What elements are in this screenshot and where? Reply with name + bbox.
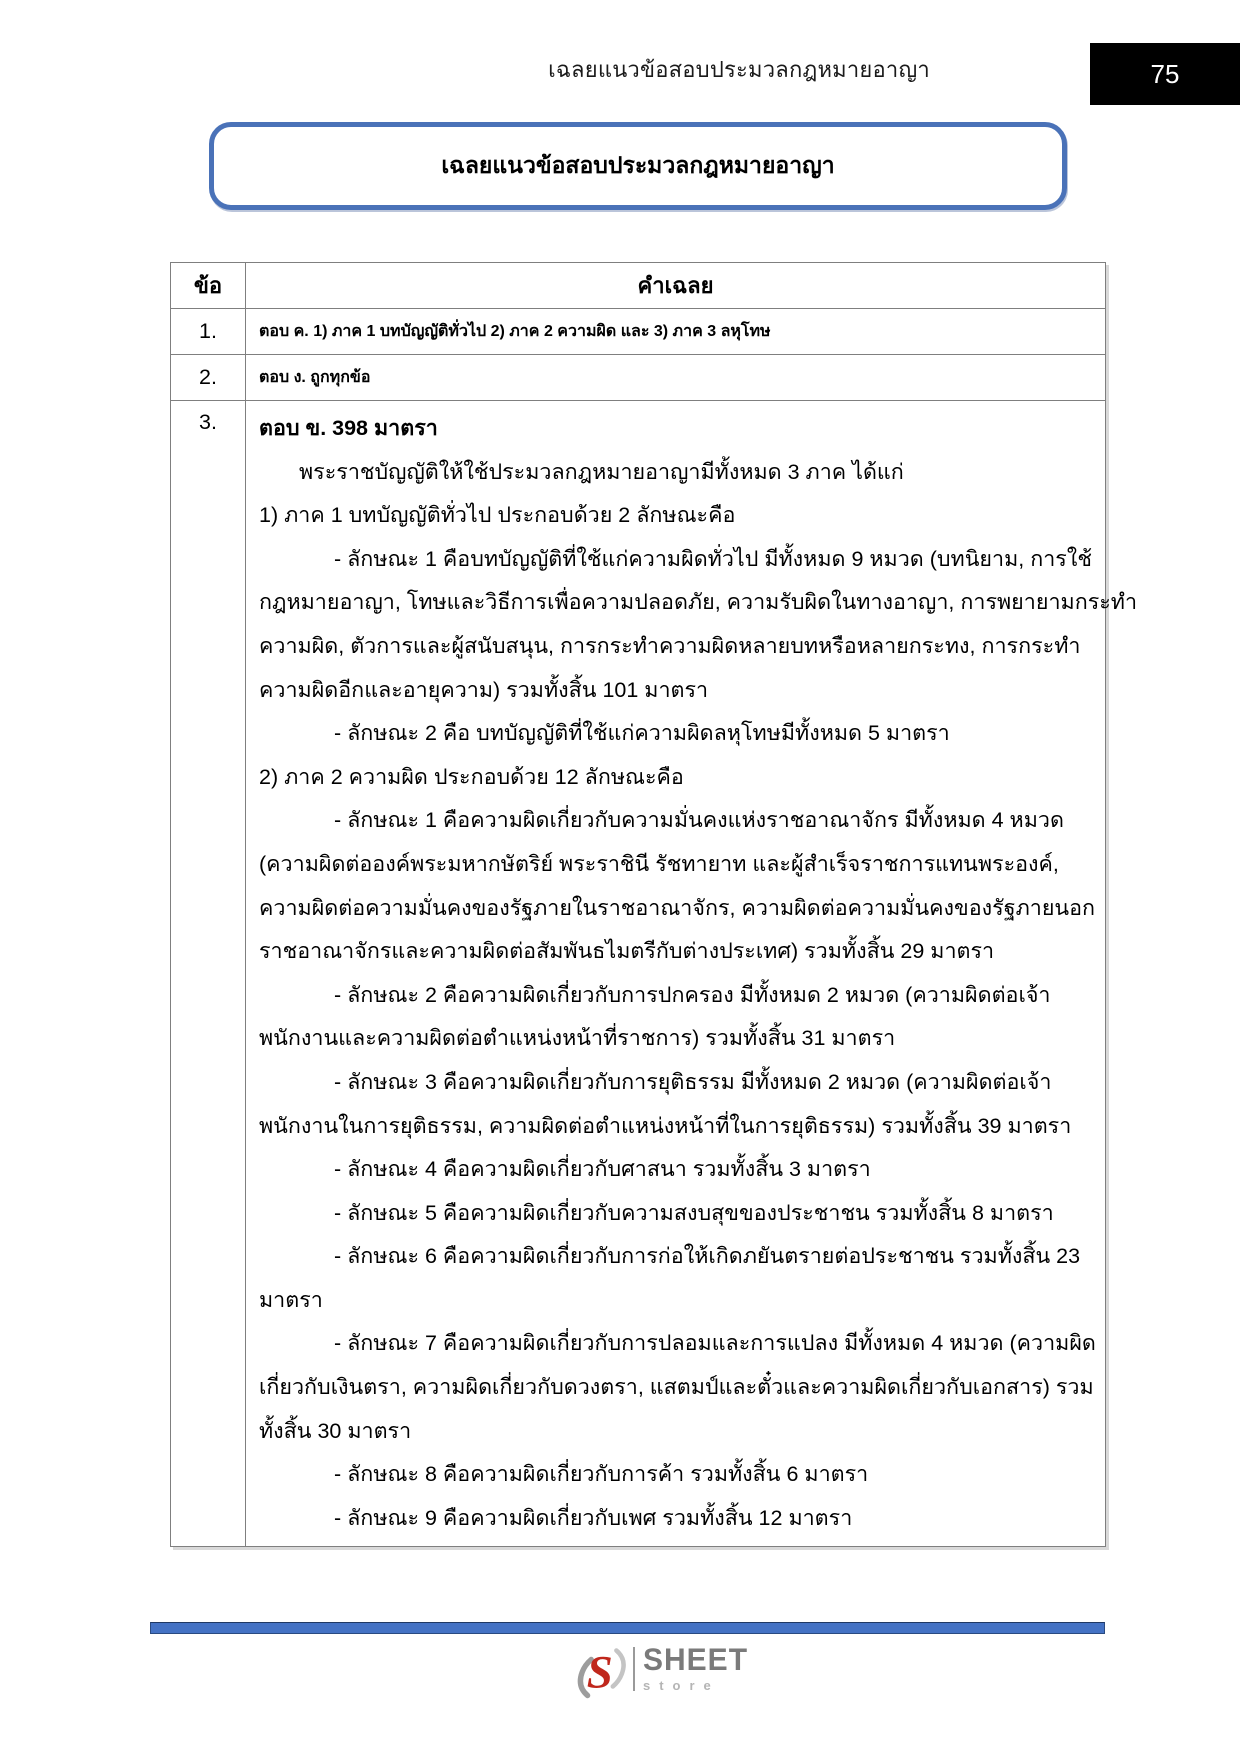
publisher-logo: [575, 1642, 749, 1705]
answer-text-line: กฎหมายอาญา, โทษและวิธีการเพื่อความปลอดภัย, ความรับผิดในทางอาญา, การพยายามกระทำ: [259, 590, 1138, 615]
answer-text-line: - ลักษณะ 2 คือความผิดเกี่ยวกับการปกครอง มีทั้งหมด 2 หมวด (ความผิดต่อเจ้า: [334, 982, 1051, 1007]
answer-text-line: พนักงานในการยุติธรรม, ความผิดต่อตำแหน่งหน้าที่ในการยุติธรรม) รวมทั้งสิ้น 39 มาตรา: [259, 1113, 1072, 1138]
answer-text-line: - ลักษณะ 4 คือความผิดเกี่ยวกับศาสนา รวมทั้งสิ้น 3 มาตรา: [334, 1157, 871, 1182]
answer-lead-line: ตอบ ข. 398 มาตรา: [259, 416, 438, 440]
answer-text-line: - ลักษณะ 2 คือ บทบัญญัติที่ใช้แก่ความผิดลหุโทษมีทั้งหมด 5 มาตรา: [334, 721, 950, 746]
answer-text-line: ความผิดต่อความมั่นคงของรัฐภายในราชอาณาจักร, ความผิดต่อความมั่นคงของรัฐภายนอก: [259, 895, 1096, 920]
answer-text-line: พระราชบัญญัติให้ใช้ประมวลกฎหมายอาญามีทั้งหมด 3 ภาค ได้แก่: [299, 459, 904, 484]
logo-subtitle: store: [643, 1678, 720, 1693]
logo-name: SHEET: [643, 1642, 749, 1678]
answer-text-line: - ลักษณะ 5 คือความผิดเกี่ยวกับความสงบสุขของประชาชน รวมทั้งสิ้น 8 มาตรา: [334, 1200, 1054, 1225]
answer-text-line: (ความผิดต่อองค์พระมหากษัตริย์ พระราชินี รัชทายาท และผู้สำเร็จราชการแทนพระองค์,: [259, 851, 1059, 876]
row-answer: [246, 401, 1151, 1546]
table-row: [171, 309, 1105, 355]
page-number-badge: [1090, 43, 1240, 105]
sheet-store-logo-icon: [575, 1645, 629, 1701]
answer-text-line: - ลักษณะ 3 คือความผิดเกี่ยวกับการยุติธรรม มีทั้งหมด 2 หมวด (ความผิดต่อเจ้า: [334, 1069, 1052, 1094]
answer-text-line: เกี่ยวกับเงินตรา, ความผิดเกี่ยวกับดวงตรา, แสตมป์และตั๋วและความผิดเกี่ยวกับเอกสาร) รวม: [259, 1375, 1094, 1400]
row-number: 3.: [171, 401, 246, 1546]
answer-text-line: มาตรา: [259, 1287, 323, 1312]
row-answer: ตอบ ง. ถูกทุกข้อ: [259, 369, 371, 386]
table-header-row: [171, 263, 1105, 309]
answer-text-line: - ลักษณะ 6 คือความผิดเกี่ยวกับการก่อให้เกิดภยันตรายต่อประชาชน รวมทั้งสิ้น 23: [334, 1244, 1081, 1269]
page-number: 75: [1150, 58, 1180, 89]
answer-text-line: - ลักษณะ 1 คือความผิดเกี่ยวกับความมั่นคงแห่งราชอาณาจักร มีทั้งหมด 4 หมวด: [334, 808, 1064, 833]
table-row: [171, 355, 1105, 401]
answer-text-line: - ลักษณะ 9 คือความผิดเกี่ยวกับเพศ รวมทั้งสิ้น 12 มาตรา: [334, 1505, 853, 1530]
answer-text-line: - ลักษณะ 8 คือความผิดเกี่ยวกับการค้า รวมทั้งสิ้น 6 มาตรา: [334, 1462, 869, 1487]
answer-text-line: 1) ภาค 1 บทบัญญัติทั่วไป ประกอบด้วย 2 ลักษณะคือ: [259, 503, 736, 528]
row-number: 2.: [171, 355, 246, 400]
header-cell-answer: คำเฉลย: [637, 273, 714, 298]
logo-text-block: [643, 1642, 749, 1693]
svg-text:S: S: [586, 1646, 613, 1699]
header-cell-no: ข้อ: [171, 263, 246, 308]
row-answer: ตอบ ค. 1) ภาค 1 บทบัญญัติทั่วไป 2) ภาค 2 ความผิด และ 3) ภาค 3 ลหุโทษ: [259, 323, 771, 340]
answer-explanation: [259, 451, 1137, 1541]
answer-text-line: ความผิด, ตัวการและผู้สนับสนุน, การกระทำความผิดหลายบทหรือหลายกระทง, การกระทำ: [259, 633, 1081, 658]
title-box: [209, 122, 1067, 210]
answer-text-line: - ลักษณะ 7 คือความผิดเกี่ยวกับการปลอมและการแปลง มีทั้งหมด 4 หมวด (ความผิด: [334, 1331, 1096, 1356]
running-header-text: เฉลยแนวข้อสอบประมวลกฎหมายอาญา: [548, 57, 930, 82]
answer-text-line: 2) ภาค 2 ความผิด ประกอบด้วย 12 ลักษณะคือ: [259, 764, 684, 789]
answer-text-line: - ลักษณะ 1 คือบทบัญญัติที่ใช้แก่ความผิดทั่วไป มีทั้งหมด 9 หมวด (บทนิยาม, การใช้: [334, 546, 1092, 571]
page-title: เฉลยแนวข้อสอบประมวลกฎหมายอาญา: [441, 152, 835, 178]
answer-text-line: ราชอาณาจักรและความผิดต่อสัมพันธไมตรีกับต่างประเทศ) รวมทั้งสิ้น 29 มาตรา: [259, 939, 995, 964]
footer-rule: [150, 1622, 1105, 1634]
answer-text-line: ความผิดอีกและอายุความ) รวมทั้งสิ้น 101 มาตรา: [259, 677, 709, 702]
table-row: [171, 401, 1138, 1546]
row-number: 1.: [171, 309, 246, 354]
answer-text-line: ทั้งสิ้น 30 มาตรา: [259, 1418, 412, 1443]
answer-text-line: พนักงานและความผิดต่อตำแหน่งหน้าที่ราชการ) รวมทั้งสิ้น 31 มาตรา: [259, 1026, 896, 1051]
answer-table: [170, 262, 1138, 1547]
logo-divider: [633, 1647, 635, 1691]
